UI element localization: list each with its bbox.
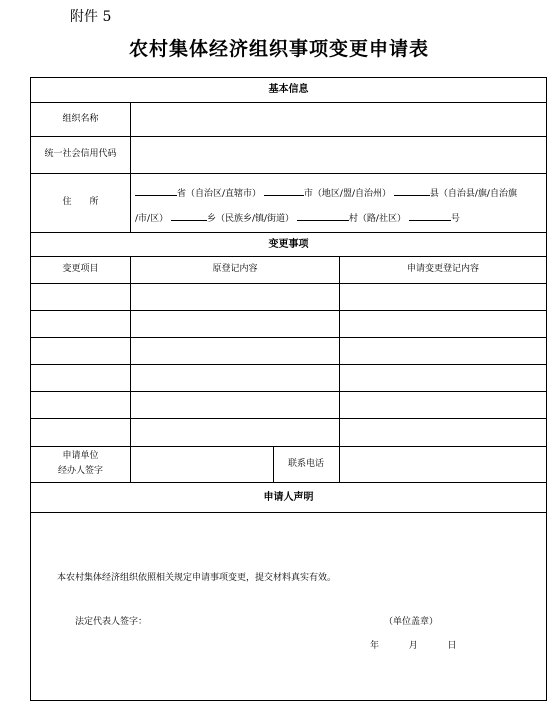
section-basic-info: 基本信息: [268, 84, 309, 95]
column-header-change-item: 变更项目: [62, 264, 99, 275]
village-blank[interactable]: [297, 210, 349, 221]
village-unit: 村（路/社区）: [348, 214, 406, 224]
row-divider: [31, 391, 546, 392]
year-label: 年: [370, 641, 380, 651]
section-changes: 变更事项: [268, 238, 309, 250]
column-header-original-content: 原登记内容: [212, 264, 258, 275]
row-divider: [31, 310, 546, 311]
address-line-1: [135, 185, 517, 199]
rep-signature-label: 法定代表人签字：: [75, 617, 148, 627]
column-header-new-content: 申请变更登记内容: [406, 264, 479, 275]
township-blank[interactable]: [171, 210, 207, 221]
county-blank[interactable]: [394, 185, 430, 196]
number-unit: 号: [450, 214, 460, 224]
address-line-2: [135, 210, 460, 224]
attachment-label: 附件 5: [70, 9, 112, 25]
province-unit: 省（自治区/直辖市）: [177, 189, 262, 199]
city-unit: 市（地区/盟/自治州）: [303, 189, 391, 199]
row-divider: [31, 364, 546, 365]
city-blank[interactable]: [264, 185, 304, 196]
applicant-label-line-1: 申请单位: [62, 450, 99, 461]
district-unit: /市/区）: [135, 214, 169, 224]
date-line: [370, 638, 457, 651]
phone-field[interactable]: [340, 447, 546, 482]
day-label: 日: [447, 641, 457, 651]
column-divider: [339, 256, 340, 446]
org-name-field[interactable]: [131, 103, 546, 136]
township-unit: 乡（民族乡/镇/街道）: [206, 214, 295, 224]
row-divider: [31, 512, 546, 513]
row-divider: [31, 283, 546, 284]
credit-code-field[interactable]: [131, 137, 546, 173]
org-name-label: 组织名称: [62, 113, 99, 124]
declaration-statement: 本农村集体经济组织依照相关规定申请事项变更，提交材料真实有效。: [57, 573, 337, 583]
applicant-signature-label: [31, 446, 130, 482]
address-label: 住 所: [62, 197, 99, 208]
province-blank[interactable]: [135, 185, 177, 196]
application-form: [30, 77, 547, 701]
seal-label: （单位盖章）: [384, 617, 439, 627]
applicant-signature-field[interactable]: [131, 447, 273, 482]
county-unit: 县（自治县/旗/自治旗: [429, 189, 517, 199]
number-blank[interactable]: [409, 210, 451, 221]
section-declaration: 申请人声明: [263, 491, 314, 503]
month-label: 月: [408, 641, 418, 651]
row-divider: [31, 337, 546, 338]
phone-label: 联系电话: [287, 458, 324, 469]
form-title: 农村集体经济组织事项变更申请表: [128, 38, 429, 60]
credit-code-label: 统一社会信用代码: [44, 149, 117, 160]
applicant-label-line-2: 经办人签字: [57, 466, 103, 476]
row-divider: [31, 418, 546, 419]
